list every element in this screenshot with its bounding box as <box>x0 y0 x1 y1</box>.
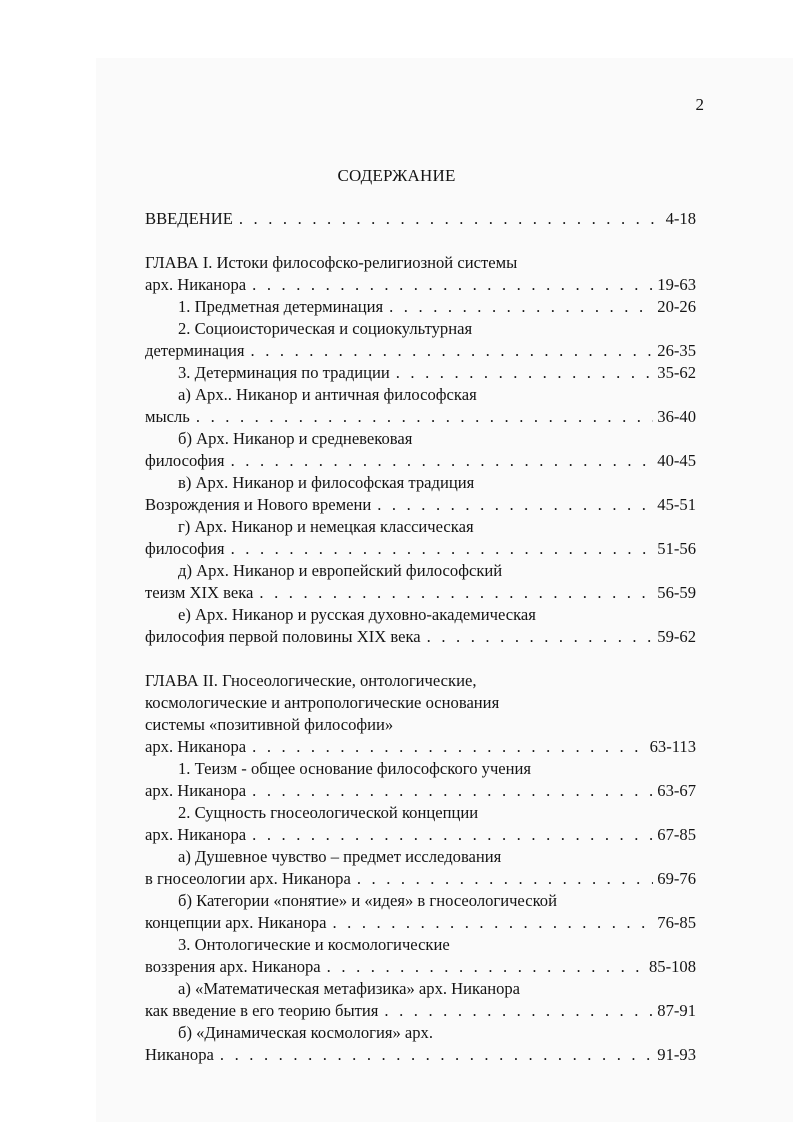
toc-entry-text: б) «Динамическая космология» арх. <box>178 1023 434 1042</box>
toc-entry-text: в гносеологии арх. Никанора <box>145 869 351 888</box>
toc-line <box>178 472 696 494</box>
toc-entry-text: а) Арх.. Никанор и античная философская <box>178 385 477 404</box>
toc-line <box>145 780 696 802</box>
toc-line <box>178 758 696 780</box>
toc-line <box>145 406 696 428</box>
toc-line <box>178 362 696 384</box>
toc-line <box>145 252 696 274</box>
toc-line <box>178 1022 696 1044</box>
dot-leader <box>332 912 653 934</box>
toc-line <box>145 1044 696 1066</box>
toc-line <box>145 824 696 846</box>
toc-entry-text: б) Категории «понятие» и «идея» в гносеологической <box>178 891 557 910</box>
toc-line <box>178 934 696 956</box>
toc-entry-text: 3. Онтологические и космологические <box>178 935 450 954</box>
toc-page-range: 59-62 <box>657 627 696 646</box>
toc-entry-text: арх. Никанора <box>145 781 247 800</box>
dot-leader <box>427 626 654 648</box>
toc-entry-text: философия <box>145 539 225 558</box>
toc-line <box>145 208 696 230</box>
toc-line <box>145 736 696 758</box>
toc-entry-text: а) Душевное чувство – предмет исследования <box>178 847 502 866</box>
toc-line <box>178 516 696 538</box>
toc-entry-text: 2. Сущность гносеологической концепции <box>178 803 479 822</box>
dot-leader <box>357 868 653 890</box>
toc-entry-text: мысль <box>145 407 190 426</box>
dot-leader <box>389 296 653 318</box>
toc-line <box>145 714 696 736</box>
toc-line <box>145 868 696 890</box>
toc-entry-text: арх. Никанора <box>145 737 247 756</box>
toc-entry-text: ГЛАВА I. Истоки философско-религиозной системы <box>145 253 518 272</box>
toc-line <box>145 670 696 692</box>
toc-entry-text: г) Арх. Никанор и немецкая классическая <box>178 517 474 536</box>
toc-line <box>145 274 696 296</box>
toc-page-range: 85-108 <box>648 957 696 976</box>
toc-line <box>145 626 696 648</box>
toc-page-range: 63-113 <box>649 737 696 756</box>
toc-page-range: 26-35 <box>657 341 696 360</box>
toc-entry-text: теизм XIX века <box>145 583 254 602</box>
toc-entry-text: системы «позитивной философии» <box>145 715 394 734</box>
toc-line <box>178 604 696 626</box>
toc-page-range: 87-91 <box>657 1001 696 1020</box>
toc-entry-text: детерминация <box>145 341 245 360</box>
dot-leader <box>327 956 645 978</box>
toc-line <box>178 846 696 868</box>
dot-leader <box>252 824 653 846</box>
toc-line <box>145 340 696 362</box>
toc-entry-text: Никанора <box>145 1045 214 1064</box>
dot-leader <box>259 582 653 604</box>
dot-leader <box>252 780 653 802</box>
toc-line <box>145 494 696 516</box>
toc-entry-text: в) Арх. Никанор и философская традиция <box>178 473 475 492</box>
toc-entry-text: а) «Математическая метафизика» арх. Никанора <box>178 979 521 998</box>
toc-entry-text: воззрения арх. Никанора <box>145 957 321 976</box>
dot-leader <box>377 494 653 516</box>
toc-page-range: 40-45 <box>657 451 696 470</box>
toc-line <box>178 384 696 406</box>
dot-leader <box>251 340 654 362</box>
toc-page-range: 4-18 <box>665 209 696 228</box>
toc-page-range: 51-56 <box>657 539 696 558</box>
toc-page-range: 19-63 <box>657 275 696 294</box>
toc-entry-text: ВВЕДЕНИЕ <box>145 209 233 228</box>
toc-entry-text: философия первой половины XIX века <box>145 627 421 646</box>
toc-entry-text: арх. Никанора <box>145 275 247 294</box>
dot-leader <box>252 274 653 296</box>
page-number: 2 <box>695 95 704 114</box>
toc-entry-text: б) Арх. Никанор и средневековая <box>178 429 413 448</box>
toc-entry-text: 1. Теизм - общее основание философского учения <box>178 759 532 778</box>
toc-line <box>178 318 696 340</box>
toc-line <box>145 912 696 934</box>
toc-page-range: 45-51 <box>657 495 696 514</box>
toc-page-range: 67-85 <box>657 825 696 844</box>
toc-line <box>178 890 696 912</box>
toc-page-range: 63-67 <box>657 781 696 800</box>
toc-entry-text: как введение в его теорию бытия <box>145 1001 379 1020</box>
toc-entry-text: 1. Предметная детерминация <box>178 297 384 316</box>
toc-page-range: 69-76 <box>657 869 696 888</box>
toc-entry-text: е) Арх. Никанор и русская духовно-академическая <box>178 605 536 624</box>
dot-leader <box>252 736 645 758</box>
toc-page-range: 91-93 <box>657 1045 696 1064</box>
toc-line <box>178 978 696 1000</box>
toc-page-range: 56-59 <box>657 583 696 602</box>
toc-line <box>145 1000 696 1022</box>
dot-leader <box>396 362 654 384</box>
dot-leader <box>196 406 653 428</box>
dot-leader <box>231 450 654 472</box>
toc-entry-text: арх. Никанора <box>145 825 247 844</box>
toc-page-range: 76-85 <box>657 913 696 932</box>
toc-line <box>145 692 696 714</box>
toc-line <box>145 450 696 472</box>
toc-page-range: 20-26 <box>657 297 696 316</box>
toc-entry-text: философия <box>145 451 225 470</box>
toc-page-range: 35-62 <box>657 363 696 382</box>
toc-entry-text: космологические и антропологические основания <box>145 693 500 712</box>
toc-entry-text: 2. Социоисторическая и социокультурная <box>178 319 473 338</box>
dot-leader <box>220 1044 653 1066</box>
toc-entry-text: 3. Детерминация по традиции <box>178 363 390 382</box>
toc-page-range: 36-40 <box>657 407 696 426</box>
toc-entry-text: ГЛАВА II. Гносеологические, онтологические, <box>145 671 477 690</box>
contents-heading: СОДЕРЖАНИЕ <box>337 166 456 185</box>
dot-leader <box>231 538 654 560</box>
dot-leader <box>384 1000 653 1022</box>
toc-line <box>145 582 696 604</box>
toc-entry-text: Возрождения и Нового времени <box>145 495 372 514</box>
toc-line <box>178 560 696 582</box>
toc-line <box>145 538 696 560</box>
toc-line <box>145 956 696 978</box>
toc-entry-text: концепции арх. Никанора <box>145 913 327 932</box>
dot-leader <box>239 208 662 230</box>
toc-line <box>178 802 696 824</box>
toc-line <box>178 296 696 318</box>
toc-line <box>178 428 696 450</box>
toc-entry-text: д) Арх. Никанор и европейский философский <box>178 561 503 580</box>
